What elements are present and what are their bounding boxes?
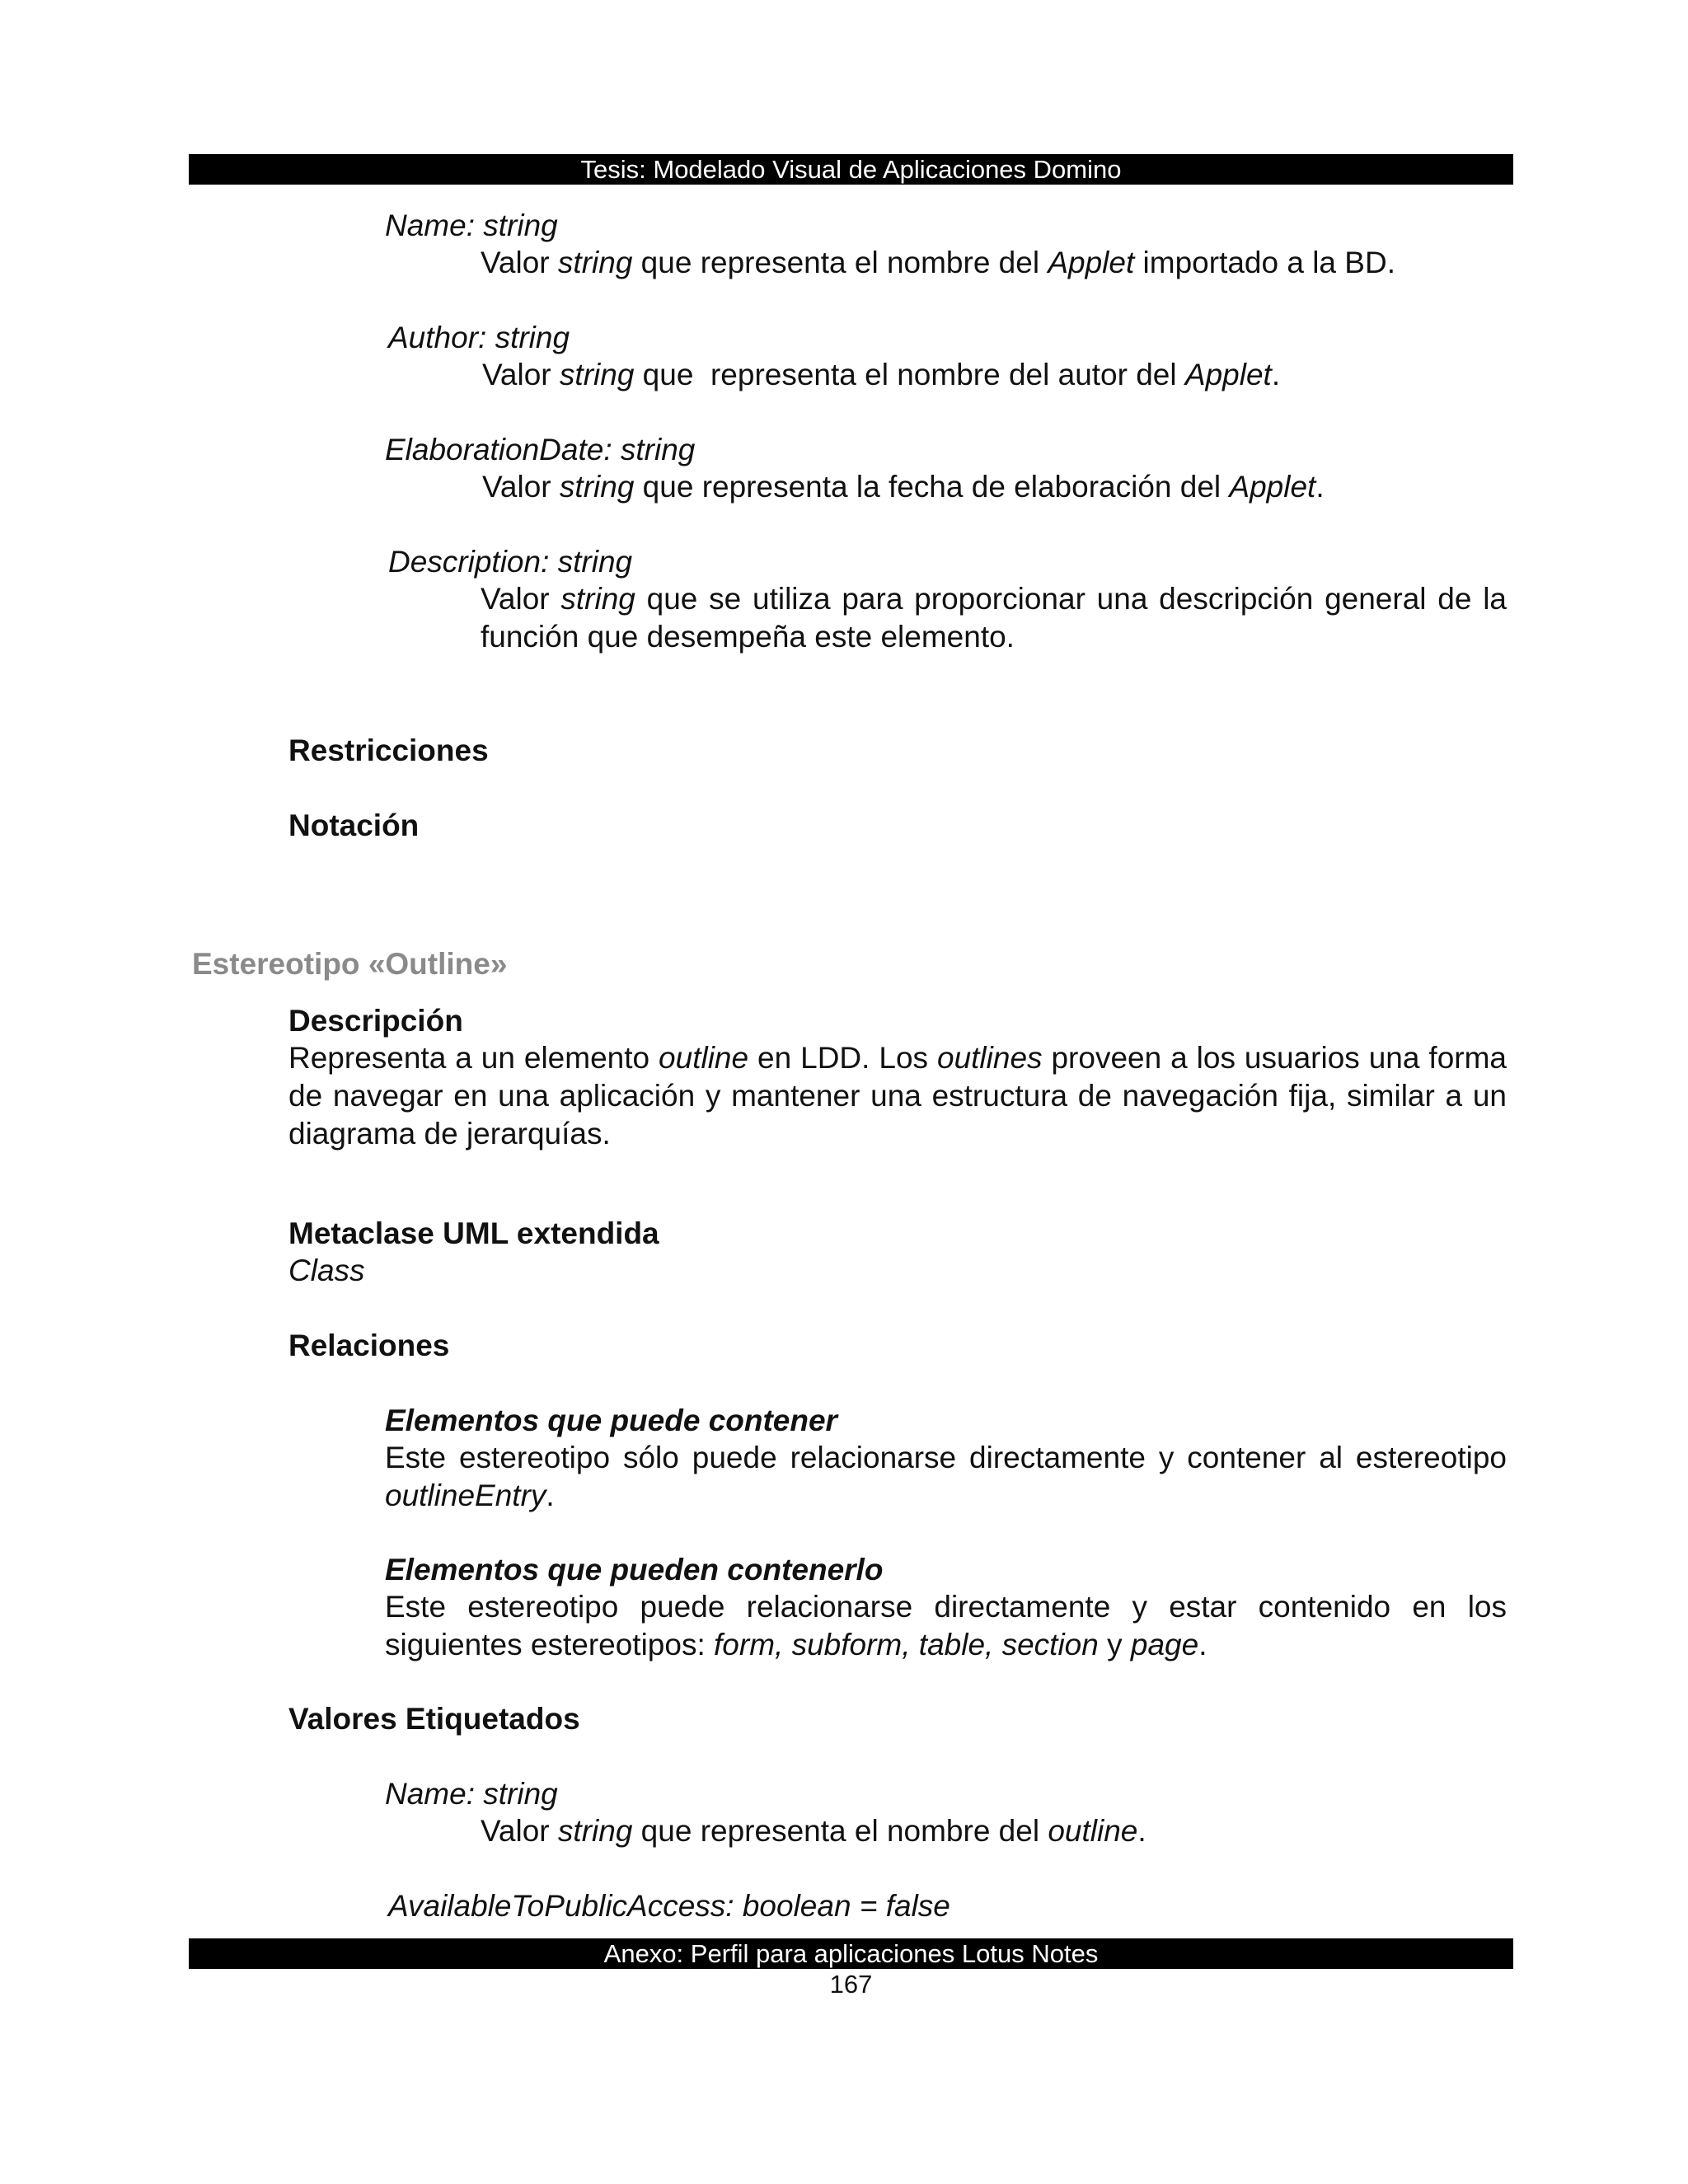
running-header: Tesis: Modelado Visual de Aplicaciones Domino bbox=[189, 154, 1513, 185]
section-heading-notacion: Notación bbox=[288, 808, 420, 842]
attribute-name: Name: string bbox=[385, 1777, 558, 1811]
section-heading-metaclase: Metaclase UML extendida bbox=[288, 1216, 659, 1250]
section-heading-restricciones: Restricciones bbox=[288, 733, 489, 767]
contenerlo-paragraph: Este estereotipo puede relacionarse directamente y estar contenido en los siguientes estereotipos: form, subform, table, section y page. bbox=[385, 1590, 1507, 1661]
section-heading-valores: Valores Etiquetados bbox=[288, 1702, 580, 1736]
subheading-contenerlo: Elementos que pueden contenerlo bbox=[385, 1553, 884, 1586]
attribute-name: Author: string bbox=[388, 321, 570, 354]
attribute-description: Valor string que se utiliza para proporcionar una descripción general de la función que desempeña este elemento. bbox=[481, 582, 1507, 654]
page-number: 167 bbox=[829, 1970, 873, 1999]
stereotype-title: Estereotipo «Outline» bbox=[192, 947, 508, 981]
section-heading-relaciones: Relaciones bbox=[288, 1329, 450, 1362]
subheading-contener: Elementos que puede contener bbox=[385, 1404, 837, 1437]
running-footer: Anexo: Perfil para aplicaciones Lotus Notes bbox=[189, 1938, 1513, 1969]
attribute-description: Valor string que representa el nombre del outline. bbox=[481, 1814, 1146, 1848]
attribute-name: ElaborationDate: string bbox=[385, 433, 696, 466]
attribute-name: Description: string bbox=[388, 545, 633, 579]
attribute-description: Valor string que representa el nombre del Applet importado a la BD. bbox=[481, 246, 1395, 279]
metaclass-value: Class bbox=[288, 1254, 365, 1287]
section-heading-descripcion: Descripción bbox=[288, 1004, 463, 1038]
description-paragraph: Representa a un elemento outline en LDD. Los outlines proveen a los usuarios una forma de navegar en una aplicación y mantener una estructura de navegación fija, similar a un diagrama de jerarquías. bbox=[288, 1041, 1507, 1151]
contener-paragraph: Este estereotipo sólo puede relacionarse directamente y contener al estereotipo outlineEntry. bbox=[385, 1441, 1507, 1512]
attribute-name: AvailableToPublicAccess: boolean = false bbox=[388, 1889, 950, 1923]
attribute-name: Name: string bbox=[385, 209, 558, 242]
attribute-description: Valor string que representa la fecha de elaboración del Applet. bbox=[482, 470, 1325, 504]
attribute-description: Valor string que representa el nombre del autor del Applet. bbox=[482, 358, 1281, 391]
